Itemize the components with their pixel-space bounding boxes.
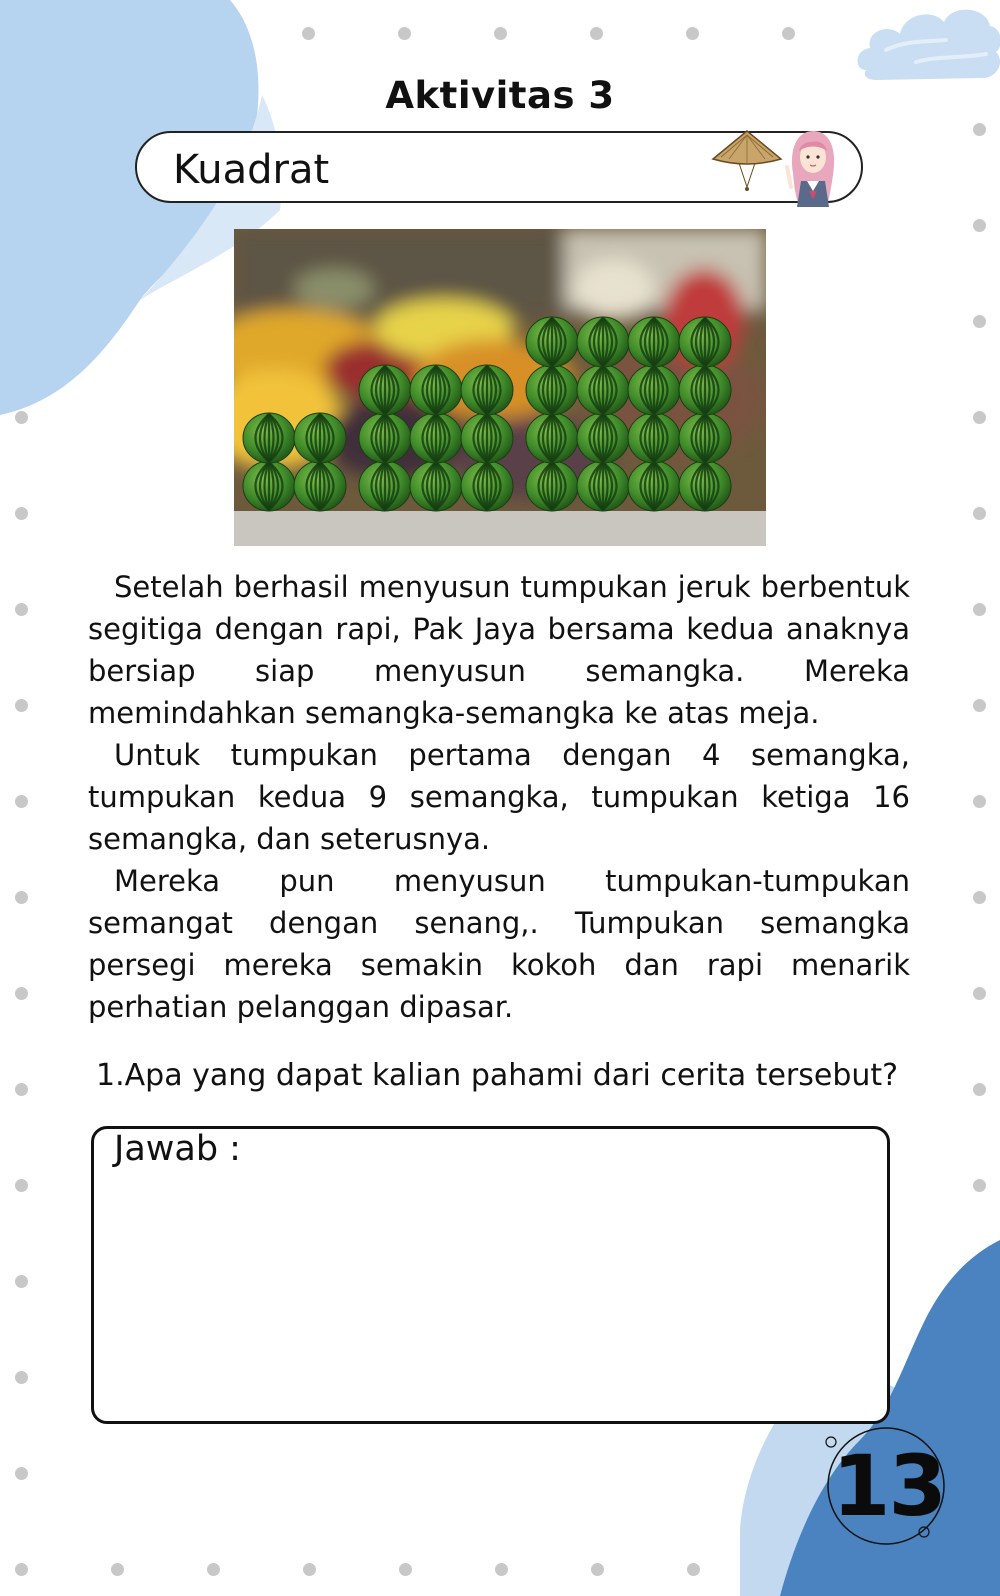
dot (973, 603, 986, 616)
dot (15, 1371, 28, 1384)
dot (590, 27, 603, 40)
dot (494, 27, 507, 40)
topic-label: Kuadrat (173, 147, 330, 193)
watermelon (577, 365, 629, 415)
dot (207, 1563, 220, 1576)
dot (973, 795, 986, 808)
dot (591, 1563, 604, 1576)
dot (15, 1179, 28, 1192)
dot (15, 699, 28, 712)
watermelon (628, 461, 680, 511)
answer-label: Jawab : (114, 1129, 241, 1169)
watermelon (526, 461, 578, 511)
watermelon (294, 413, 346, 463)
dot (15, 1467, 28, 1480)
dot (15, 987, 28, 1000)
watermelon (577, 413, 629, 463)
topic-banner (135, 131, 863, 203)
dot (973, 1179, 986, 1192)
activity-title: Aktivitas 3 (385, 74, 615, 117)
dot (973, 987, 986, 1000)
watermelon (410, 365, 462, 415)
dot (15, 1563, 28, 1576)
dot (302, 27, 315, 40)
dot (973, 507, 986, 520)
dot (399, 1563, 412, 1576)
dot (15, 1083, 28, 1096)
watermelon (628, 413, 680, 463)
dot (687, 1563, 700, 1576)
story-paragraph: Mereka pun menyusun tumpukan-tumpukan semangat dengan senang,. Tumpukan semangka persegi mereka semakin kokoh dan rapi menarik perhatian pelanggan dipasar. (88, 864, 910, 1024)
page-number: 13 (832, 1437, 945, 1535)
watermelon (359, 365, 411, 415)
watermelon (679, 461, 731, 511)
story-paragraph: Setelah berhasil menyusun tumpukan jeruk berbentuk segitiga dengan rapi, Pak Jaya bersama kedua anaknya bersiap siap menyusun semangka. Mereka memindahkan semangka-semangka ke atas meja. (88, 570, 910, 730)
dot (973, 891, 986, 904)
dot (973, 315, 986, 328)
dot (15, 411, 28, 424)
dot (973, 123, 986, 136)
watermelon (526, 317, 578, 367)
watermelon (461, 365, 513, 415)
watermelon-stacks-market-photo (234, 229, 766, 546)
dot (398, 27, 411, 40)
dot (973, 1083, 986, 1096)
dot (973, 219, 986, 232)
watermelon (243, 461, 295, 511)
watermelon (359, 461, 411, 511)
dot (15, 1275, 28, 1288)
watermelon (679, 413, 731, 463)
dot (15, 891, 28, 904)
watermelon (577, 461, 629, 511)
watermelon (461, 413, 513, 463)
watermelon (628, 317, 680, 367)
dot (303, 1563, 316, 1576)
watermelon (294, 461, 346, 511)
watermelon (243, 413, 295, 463)
watermelon (679, 365, 731, 415)
watermelon (410, 413, 462, 463)
girl-with-conical-hat-icon (709, 129, 849, 207)
watermelon (577, 317, 629, 367)
story-paragraph: Untuk tumpukan pertama dengan 4 semangka, tumpukan kedua 9 semangka, tumpukan ketiga 16 semangka, dan seterusnya. (88, 738, 910, 856)
dot (15, 603, 28, 616)
dot (111, 1563, 124, 1576)
dot (15, 507, 28, 520)
watermelon (410, 461, 462, 511)
watermelon (679, 317, 731, 367)
story-text (88, 566, 910, 1028)
dot (782, 27, 795, 40)
watermelon (461, 461, 513, 511)
watermelon (359, 413, 411, 463)
watermelon (526, 365, 578, 415)
question-text: 1.Apa yang dapat kalian pahami dari cerita tersebut? (96, 1058, 899, 1093)
answer-box[interactable] (91, 1126, 890, 1424)
watermelon (628, 365, 680, 415)
dot (495, 1563, 508, 1576)
dot (686, 27, 699, 40)
dot (973, 411, 986, 424)
dot (15, 795, 28, 808)
watermelon (526, 413, 578, 463)
dot (973, 699, 986, 712)
